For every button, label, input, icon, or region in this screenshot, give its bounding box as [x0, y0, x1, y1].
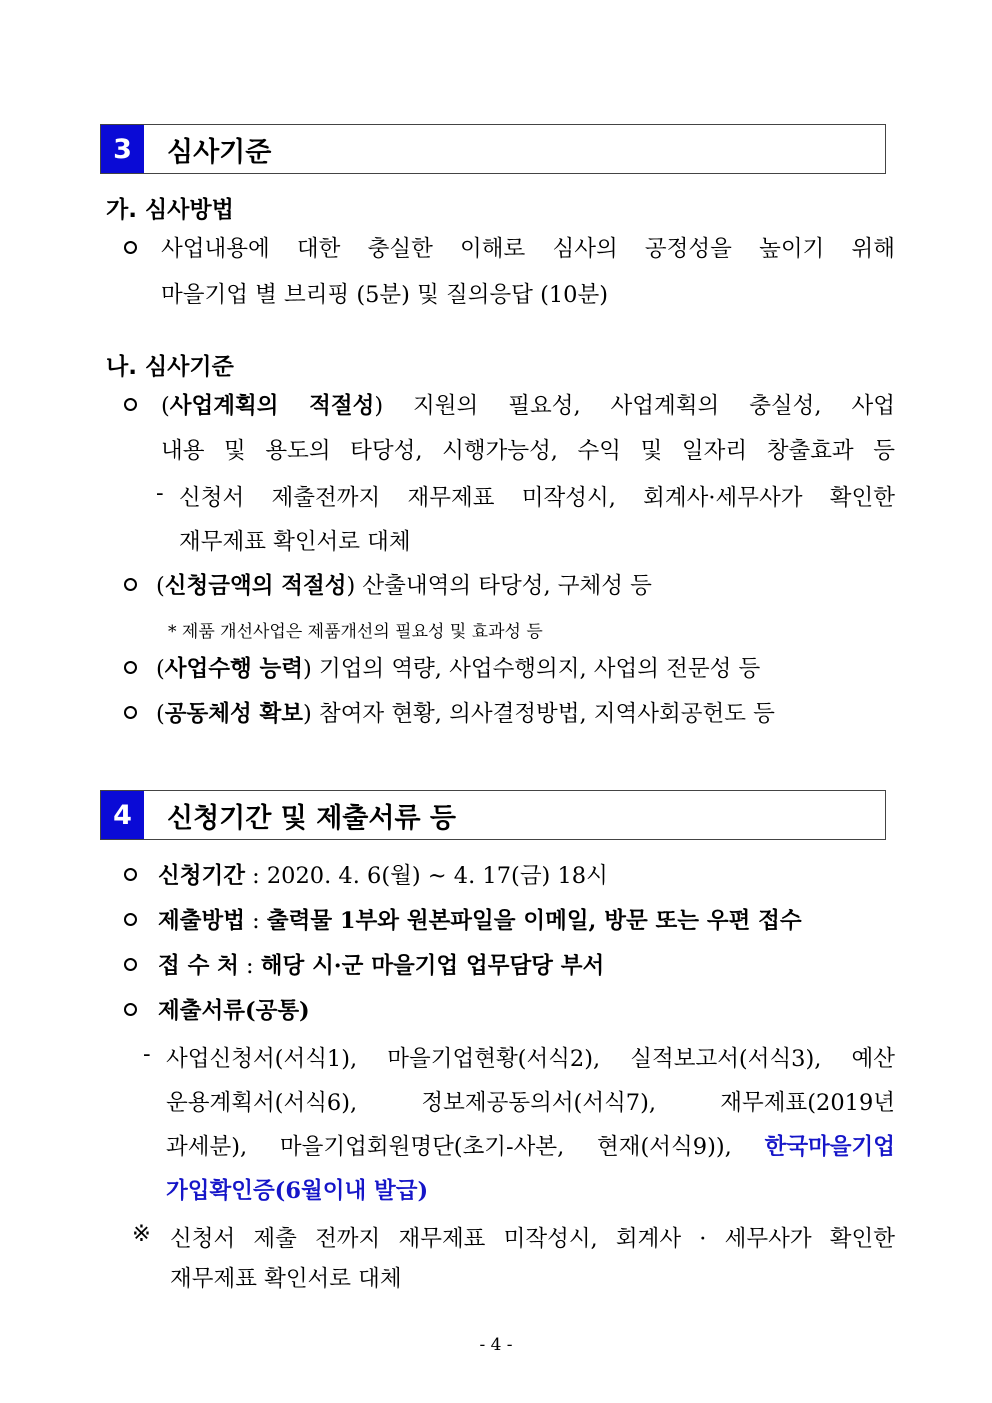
bullet-circle-icon	[124, 241, 137, 254]
criteria-label: 신청금액의 적절성	[164, 573, 347, 599]
paragraph-line: 운용계획서(서식6), 정보제공동의서(서식7), 재무제표(2019년	[166, 1090, 895, 1116]
criteria-label: 사업계획의 적절성	[169, 393, 375, 419]
paragraph-line: 재무제표 확인서로 대체	[179, 529, 411, 555]
criteria-label: 공동체성 확보	[164, 701, 304, 727]
bullet-circle-icon	[124, 398, 137, 411]
paragraph-line: 사업내용에 대한 충실한 이해로 심사의 공정성을 높이기 위해	[161, 236, 895, 262]
section-number: 3	[101, 125, 144, 173]
paragraph-line: 내용 및 용도의 타당성, 시행가능성, 수익 및 일자리 창출효과 등	[161, 438, 895, 464]
highlighted-text: 한국마을기업	[764, 1134, 895, 1160]
paragraph-line: 사업신청서(서식1), 마을기업현황(서식2), 실적보고서(서식3), 예산	[166, 1046, 895, 1072]
highlighted-text: 가입확인증(6월이내 발급)	[166, 1178, 429, 1204]
criteria-item: (사업수행 능력) 기업의 역량, 사업수행의지, 사업의 전문성 등	[156, 656, 761, 682]
criteria-item: (공동체성 확보) 참여자 현황, 의사결정방법, 지역사회공헌도 등	[156, 701, 775, 727]
paragraph-line: 신청서 제출 전까지 재무제표 미작성시, 회계사 · 세무사가 확인한	[170, 1226, 895, 1252]
footnote: * 제품 개선사업은 제품개선의 필요성 및 효과성 등	[168, 622, 543, 642]
criteria-label: 사업수행 능력	[164, 656, 304, 682]
paragraph-line: 재무제표 확인서로 대체	[170, 1266, 402, 1292]
paragraph-line: 신청서 제출전까지 재무제표 미작성시, 회계사·세무사가 확인한	[179, 485, 895, 511]
section-title: 신청기간 및 제출서류 등	[167, 802, 457, 834]
bullet-circle-icon	[124, 1003, 137, 1016]
criteria-item: (신청금액의 적절성) 산출내역의 타당성, 구체성 등	[156, 573, 652, 599]
section-4-header	[100, 790, 886, 840]
bullet-circle-icon	[124, 578, 137, 591]
page-number: - 4 -	[479, 1335, 513, 1355]
subheading-review-criteria: 나. 심사기준	[106, 354, 234, 380]
bullet-circle-icon	[124, 661, 137, 674]
reference-mark: ※	[132, 1221, 151, 1247]
section-number: 4	[101, 791, 144, 839]
required-documents-label: 제출서류(공통)	[158, 998, 310, 1024]
dash-marker: -	[143, 1041, 151, 1067]
receiving-office: 접 수 처 : 해당 시·군 마을기업 업무담당 부서	[158, 953, 605, 979]
bullet-circle-icon	[124, 868, 137, 881]
criteria-item: (사업계획의 적절성) 지원의 필요성, 사업계획의 충실성, 사업	[161, 393, 895, 419]
submission-method: 제출방법 : 출력물 1부와 원본파일을 이메일, 방문 또는 우편 접수	[158, 908, 802, 934]
dash-marker: -	[156, 480, 164, 506]
paragraph-line: 과세분), 마을기업회원명단(초기-사본, 현재(서식9)), 한국마을기업	[166, 1134, 895, 1160]
application-period: 신청기간 : 2020. 4. 6(월) ~ 4. 17(금) 18시	[158, 863, 608, 889]
bullet-circle-icon	[124, 913, 137, 926]
bullet-circle-icon	[124, 958, 137, 971]
section-3-header	[100, 124, 886, 174]
subheading-review-method: 가. 심사방법	[106, 197, 234, 223]
paragraph-line: 마을기업 별 브리핑 (5분) 및 질의응답 (10분)	[161, 282, 608, 308]
section-title: 심사기준	[167, 136, 272, 168]
bullet-circle-icon	[124, 706, 137, 719]
